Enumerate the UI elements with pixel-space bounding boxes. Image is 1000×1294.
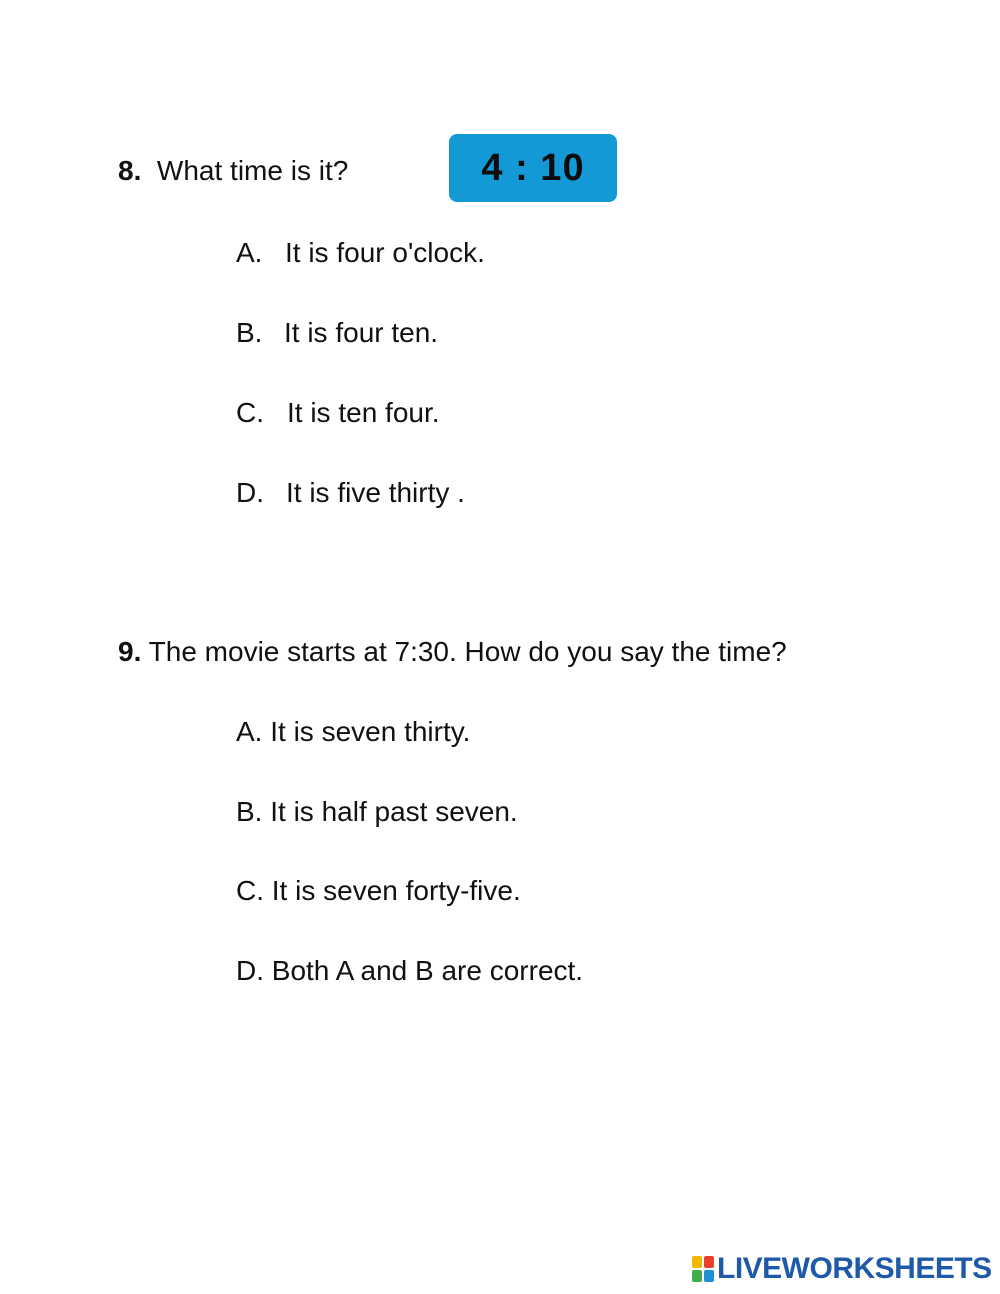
question-8-text: What time is it? [156, 155, 349, 186]
liveworksheets-logo [692, 1252, 992, 1286]
q8-option-a-letter: A. [236, 237, 263, 268]
q9-option-a[interactable]: A. It is seven thirty. [236, 716, 471, 747]
clock-time: 4 : 10 [481, 146, 585, 189]
q9-option-b[interactable]: B. It is half past seven. [236, 796, 518, 827]
q8-option-c-text: It is ten four. [287, 397, 440, 428]
q9-option-d[interactable]: D. Both A and B are correct. [236, 955, 584, 986]
q8-option-c-letter: C. [236, 397, 264, 428]
question-8 [118, 154, 348, 188]
q8-option-b-text: It is four ten. [284, 317, 439, 348]
liveworksheets-brand-text: LIVEWORKSHEETS [717, 1252, 992, 1285]
q8-option-d-letter: D. [236, 477, 264, 508]
q8-option-d-text: It is five thirty . [286, 477, 465, 508]
question-9 [118, 635, 787, 669]
question-8-number: 8. [118, 155, 142, 186]
question-9-number: 9. [118, 636, 142, 667]
digital-clock-display [449, 134, 617, 202]
q8-option-a-text: It is four o'clock. [285, 237, 485, 268]
q9-option-c[interactable]: C. It is seven forty-five. [236, 875, 521, 906]
q8-option-b[interactable] [236, 316, 438, 350]
q8-option-d[interactable] [236, 476, 465, 510]
q8-option-b-letter: B. [236, 317, 263, 348]
q8-option-a[interactable] [236, 236, 485, 270]
liveworksheets-logo-icon [692, 1256, 714, 1282]
question-9-text: The movie starts at 7:30. How do you say the time? [148, 636, 787, 667]
q8-option-c[interactable] [236, 396, 440, 430]
